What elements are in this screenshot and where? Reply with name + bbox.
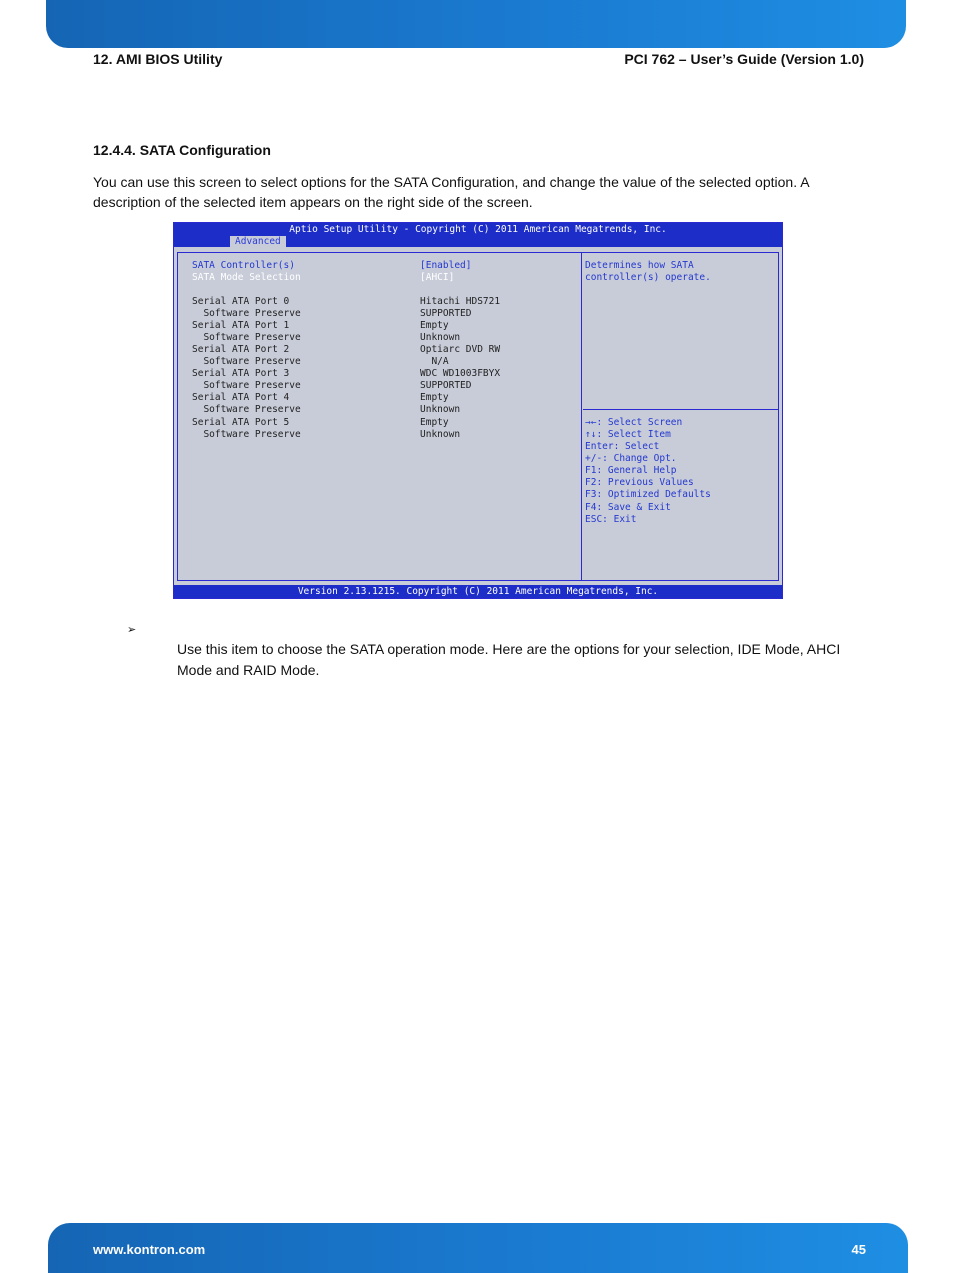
bios-row-label: Serial ATA Port 1 — [192, 320, 290, 331]
bios-help-text: Determines how SATA — [585, 260, 694, 271]
bios-row-label: Software Preserve — [192, 429, 301, 440]
bios-help-text: controller(s) operate. — [585, 272, 711, 283]
bios-row-value: Hitachi HDS721 — [420, 296, 501, 307]
bios-title: Aptio Setup Utility - Copyright (C) 2011 American Megatrends, Inc. — [289, 224, 667, 235]
bios-row-value: WDC WD1003FBYX — [420, 368, 501, 379]
bios-version-bar: Version 2.13.1215. Copyright (C) 2011 American Megatrends, Inc. — [174, 585, 782, 598]
bios-row-value: N/A — [420, 356, 449, 367]
bios-screenshot — [173, 222, 783, 599]
bios-row-value: SUPPORTED — [420, 308, 472, 319]
bios-row-label: Serial ATA Port 5 — [192, 417, 290, 428]
bios-key-hint: ESC: Exit — [585, 514, 637, 525]
bios-row-label: Serial ATA Port 3 — [192, 368, 290, 379]
chapter-title: 12. AMI BIOS Utility — [93, 51, 223, 67]
bios-row-value: Unknown — [420, 332, 461, 343]
bios-row-label: Serial ATA Port 0 — [192, 296, 290, 307]
bios-row-label: SATA Controller(s) — [192, 260, 295, 271]
bios-key-hint: F4: Save & Exit — [585, 502, 671, 513]
bios-row-value: Unknown — [420, 429, 461, 440]
arrow-bullet-icon: ➢ — [127, 624, 137, 636]
bios-row-label: Software Preserve — [192, 380, 301, 391]
bios-key-hint: ↑↓: Select Item — [585, 429, 671, 440]
bios-row-value: [Enabled] — [420, 260, 472, 271]
bios-key-hint: Enter: Select — [585, 441, 660, 452]
bios-key-hint: F1: General Help — [585, 465, 677, 476]
bios-row-value: SUPPORTED — [420, 380, 472, 391]
bios-help-divider — [583, 409, 778, 410]
bios-tab-advanced: Advanced — [230, 236, 286, 247]
footer-url: www.kontron.com — [93, 1242, 206, 1257]
bios-title-bar — [174, 223, 782, 247]
bios-row-label: Software Preserve — [192, 332, 301, 343]
item-description: Use this item to choose the SATA operation mode. Here are the options for your selection, IDE Mode, AHCI Mode and RAID Mode. — [177, 641, 841, 678]
section-heading: 12.4.4. SATA Configuration — [93, 142, 271, 158]
intro-paragraph: You can use this screen to select options for the SATA Configuration, and change the value of the selected option. A description of the selected item appears on the right side of the screen. — [93, 174, 809, 210]
bios-row-value: Unknown — [420, 404, 461, 415]
bios-key-hint: →←: Select Screen — [585, 417, 683, 428]
bios-row-label-selected: SATA Mode Selection — [192, 272, 301, 283]
bios-row-value: Empty — [420, 320, 449, 331]
bios-row-value: Empty — [420, 392, 449, 403]
bios-row-value-selected: [AHCI] — [420, 272, 455, 283]
bios-row-label: Software Preserve — [192, 404, 301, 415]
bios-row-label: Serial ATA Port 4 — [192, 392, 290, 403]
bios-row-label: Software Preserve — [192, 356, 301, 367]
page-number: 45 — [851, 1242, 866, 1257]
header-band — [46, 0, 906, 48]
bios-key-hint: F3: Optimized Defaults — [585, 489, 711, 500]
bios-row-value: Optiarc DVD RW — [420, 344, 501, 355]
bios-row-label: Serial ATA Port 2 — [192, 344, 290, 355]
bios-key-hint: F2: Previous Values — [585, 477, 694, 488]
bios-row-value: Empty — [420, 417, 449, 428]
bios-key-hint: +/-: Change Opt. — [585, 453, 677, 464]
bios-row-label: Software Preserve — [192, 308, 301, 319]
guide-title: PCI 762 – User’s Guide (Version 1.0) — [624, 51, 864, 67]
